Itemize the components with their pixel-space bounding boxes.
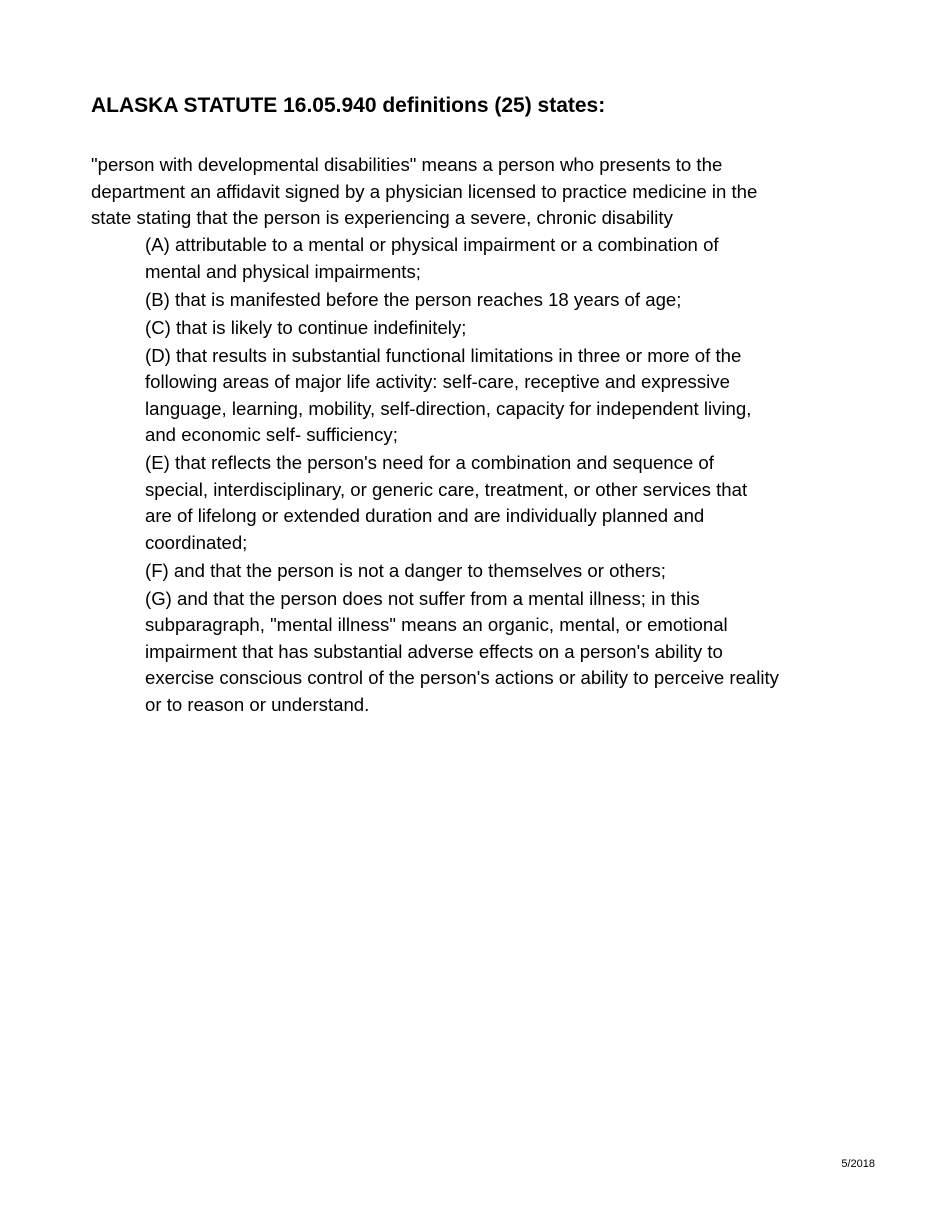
clause-list [145,232,845,720]
clause-line: and economic self- sufficiency; [145,424,398,445]
page-title: ALASKA STATUTE 16.05.940 definitions (25) states: [91,94,606,117]
intro-line: department an affidavit signed by a physician licensed to practice medicine in the [91,180,758,202]
clause-line: (F) and that the person is not a danger to themselves or others; [145,559,666,581]
clause-e [145,450,845,556]
intro-line: "person with developmental disabilities" means a person who presents to the [91,154,723,175]
clause-line: (E) that reflects the person's need for a combination and sequence of [145,452,714,473]
clause-line: (A) attributable to a mental or physical impairment or a combination of [145,234,719,255]
clause-line: mental and physical impairments; [145,260,421,282]
clause-line: or to reason or understand. [145,693,370,715]
clause-line: (B) that is manifested before the person reaches 18 years of age; [145,288,682,310]
clause-line: are of lifelong or extended duration and are individually planned and [145,505,705,526]
clause-d [145,343,845,449]
clause-a [145,232,845,285]
clause-b [145,287,845,314]
clause-line: exercise conscious control of the person's actions or ability to perceive reality [145,667,779,688]
clause-line: (G) and that the person does not suffer from a mental illness; in this [145,587,700,609]
clause-line: subparagraph, "mental illness" means an organic, mental, or emotional [145,614,728,635]
clause-line: (C) that is likely to continue indefinitely; [145,316,467,338]
definition-intro [91,152,831,232]
clause-g [145,586,845,719]
clause-f [145,558,845,585]
clause-line: (D) that results in substantial functional limitations in three or more of the [145,344,742,366]
intro-line: state stating that the person is experiencing a severe, chronic disability [91,207,673,228]
clause-line: language, learning, mobility, self-direction, capacity for independent living, [145,397,752,419]
clause-line: special, interdisciplinary, or generic care, treatment, or other services that [145,478,748,500]
clause-line: coordinated; [145,531,248,553]
clause-c [145,315,845,342]
clause-line: impairment that has substantial adverse effects on a person's ability to [145,640,723,662]
clause-line: following areas of major life activity: self-care, receptive and expressive [145,371,730,392]
footer-date: 5/2018 [841,1158,875,1170]
